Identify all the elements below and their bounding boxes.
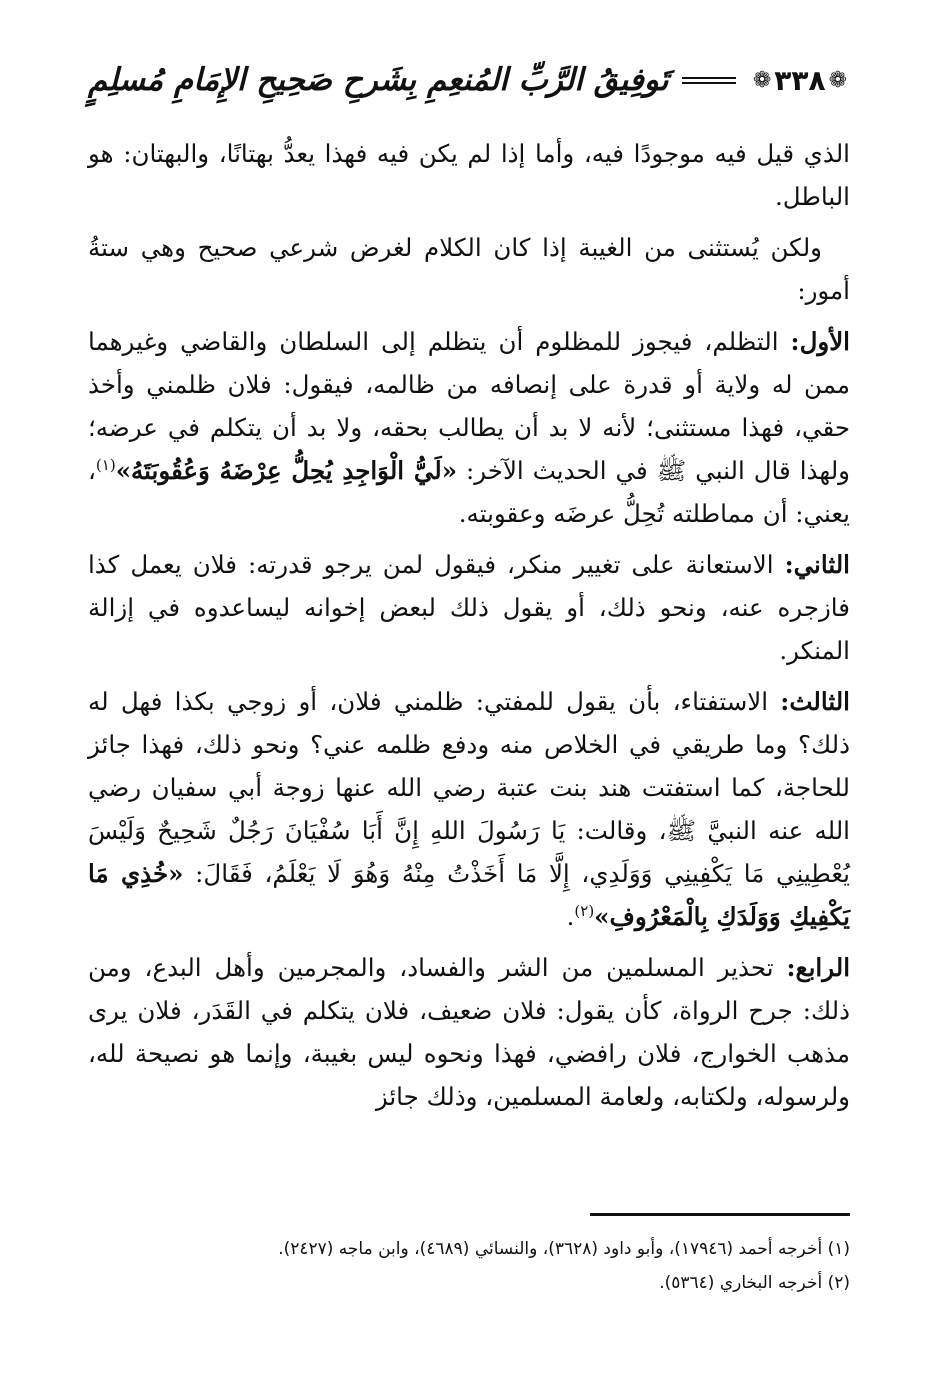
paragraph-text: الاستفتاء، بأن يقول للمفتي: ظلمني فلان، أو زوجي بكذا فهل له ذلك؟ وما طريقي في الخلاص منه ودفع ظلمه عني؟ ونحو ذلك، فهذا جائز للحاجة، كما استفتت هند بنت عتبة رضي الله عنها زوجة أبي سفيان رضي الله عنه النبيَّ ﷺ، وقالت: يَا رَسُولَ اللهِ إِنَّ أَبَا سُفْيَانَ رَجُلٌ شَحِيحٌ وَلَيْسَ يُعْطِينِي مَا يَكْفِينِي وَوَلَدِي، إِلَّا مَا أَخَذْتُ مِنْهُ وَهُوَ لَا يَعْلَمُ، فَقَالَ:: [88, 687, 850, 888]
hadith-quote: «لَيُّ الْوَاجِدِ يُحِلُّ عِرْضَهُ وَعُقُوبَتَهُ»: [115, 456, 458, 485]
footnotes: [88, 1232, 850, 1300]
paragraph-text: تحذير المسلمين من الشر والفساد، والمجرمين وأهل البدع، ومن ذلك: جرح الرواة، كأن يقول: فلان ضعيف، فلان يتكلم في القَدَر، فلان يرى مذهب الخوارج، فلان رافضي، فهذا ونحوه ليس بغيبة، وإنما هو نصيحة لله، ولرسوله، ولكتابه، ولعامة المسلمين، وذلك جائز: [88, 953, 850, 1111]
main-text: [88, 132, 850, 1126]
footnote-divider: [590, 1213, 850, 1216]
section-lead-second: الثاني:: [784, 550, 850, 579]
paragraph-fourth-exception: [88, 946, 850, 1118]
section-lead-third: الثالث:: [780, 687, 850, 716]
footnote-ref-2[interactable]: (٢): [574, 901, 595, 920]
paragraph-2: ولكن يُستثنى من الغيبة إذا كان الكلام لغرض شرعي صحيح وهي ستةُ أمور:: [88, 233, 850, 305]
section-lead-fourth: الرابع:: [786, 953, 850, 982]
paragraph-second-exception: [88, 543, 850, 672]
header-rule: [682, 77, 735, 84]
paragraph-text: التظلم، فيجوز للمظلوم أن يتظلم إلى السلطان والقاضي وغيرهما ممن له ولاية أو قدرة على إنصافه من ظالمه، فيقول: فلان ظلمني وأخذ حقي، فهذا مستثنى؛ لأنه لا بد أن يطالب بحقه، ولا بد أن يتكلم في عرضه؛ ولهذا قال النبي ﷺ في الحديث الآخر:: [88, 327, 850, 485]
paragraph-first-exception: [88, 320, 850, 535]
footnote-1: (١) أخرجه أحمد (١٧٩٤٦)، وأبو داود (٣٦٢٨)، والنسائي (٤٦٨٩)، وابن ماجه (٢٤٢٧).: [278, 1239, 850, 1259]
book-title: تَوفِيقُ الرَّبِّ المُنعِمِ بِشَرحِ صَحِيحِ الإِمَامِ مُسلِمٍ: [88, 62, 669, 98]
footnote-ref-1[interactable]: (١): [95, 455, 116, 474]
paragraph-tail: .: [566, 902, 575, 931]
paragraph-tail: ، يعني: أن مماطلته تُحِلُّ عرضَه وعقوبته.: [88, 456, 850, 528]
hadith-quote: «خُذِي مَا يَكْفِيكِ وَوَلَدَكِ بِالْمَعْرُوفِ»: [88, 859, 850, 931]
section-lead-first: الأول:: [790, 327, 850, 356]
paragraph-third-exception: [88, 680, 850, 938]
page-header: [88, 55, 850, 105]
ornament-left-icon: ❁: [752, 67, 772, 93]
page-number: ٣٣٨: [774, 63, 826, 97]
paragraph-1: الذي قيل فيه موجودًا فيه، وأما إذا لم يكن فيه فهذا يعدُّ بهتانًا، والبهتان: هو الباطل.: [88, 139, 850, 211]
ornament-right-icon: ❁: [828, 67, 847, 93]
paragraph-text: الاستعانة على تغيير منكر، فيقول لمن يرجو قدرته: فلان يعمل كذا فازجره عنه، ونحو ذلك، أو يقول ذلك لبعض إخوانه ليساعدوه في إزالة المنكر.: [88, 550, 850, 665]
footnote-2: (٢) أخرجه البخاري (٥٣٦٤).: [659, 1273, 850, 1293]
